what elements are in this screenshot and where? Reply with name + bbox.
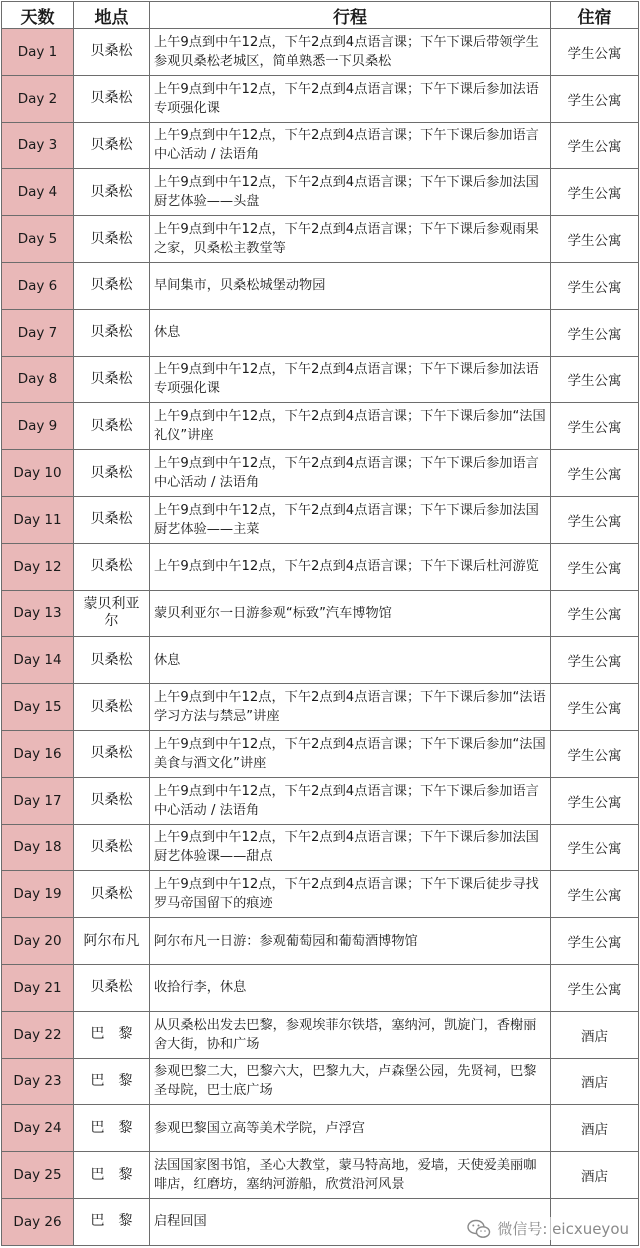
accommodation-cell: 学生公寓 [551, 262, 639, 309]
location-cell: 贝桑松 [74, 777, 150, 824]
location-cell: 贝桑松 [74, 871, 150, 918]
itinerary-cell: 收拾行李，休息 [150, 964, 551, 1011]
accommodation-cell: 学生公寓 [551, 964, 639, 1011]
table-row [2, 730, 639, 777]
itinerary-cell: 休息 [150, 637, 551, 684]
itinerary-cell: 上午9点到中午12点，下午2点到4点语言课；下午下课后参加法国厨艺体验——头盘 [150, 169, 551, 216]
itinerary-cell: 上午9点到中午12点，下午2点到4点语言课；下午下课后参加法国厨艺体验课——甜点 [150, 824, 551, 871]
accommodation-cell: 学生公寓 [551, 75, 639, 122]
accommodation-cell: 酒店 [551, 1105, 639, 1152]
day-cell: Day 6 [2, 262, 74, 309]
itinerary-cell: 上午9点到中午12点，下午2点到4点语言课；下午下课后参加“法语学习方法与禁忌”讲座 [150, 684, 551, 731]
location-cell: 贝桑松 [74, 262, 150, 309]
table-row [2, 29, 639, 76]
accommodation-cell: 学生公寓 [551, 637, 639, 684]
table-row [2, 75, 639, 122]
itinerary-cell: 法国国家图书馆，圣心大教堂，蒙马特高地，爱墙，天使爱美丽咖啡店，红磨坊，塞纳河游船，欣赏沿河风景 [150, 1152, 551, 1199]
itinerary-cell: 上午9点到中午12点，下午2点到4点语言课；下午下课后参加法语专项强化课 [150, 75, 551, 122]
itinerary-cell: 上午9点到中午12点，下午2点到4点语言课；下午下课后参加语言中心活动 / 法语角 [150, 777, 551, 824]
day-cell: Day 8 [2, 356, 74, 403]
table-row [2, 356, 639, 403]
accommodation-cell: 酒店 [551, 1058, 639, 1105]
itinerary-cell: 上午9点到中午12点，下午2点到4点语言课；下午下课后参加法国厨艺体验——主菜 [150, 496, 551, 543]
table-row [2, 450, 639, 497]
accommodation-cell: 酒店 [551, 1011, 639, 1058]
accommodation-cell: 酒店 [551, 1152, 639, 1199]
accommodation-cell: 学生公寓 [551, 122, 639, 169]
accommodation-cell: 学生公寓 [551, 216, 639, 263]
location-cell: 贝桑松 [74, 637, 150, 684]
accommodation-cell: 学生公寓 [551, 777, 639, 824]
day-cell: Day 21 [2, 964, 74, 1011]
header-location: 地点 [74, 2, 150, 29]
itinerary-cell: 上午9点到中午12点，下午2点到4点语言课；下午下课后徒步寻找罗马帝国留下的痕迹 [150, 871, 551, 918]
accommodation-cell: 学生公寓 [551, 450, 639, 497]
itinerary-cell: 参观巴黎二大，巴黎六大，巴黎九大，卢森堡公园，先贤祠，巴黎圣母院，巴士底广场 [150, 1058, 551, 1105]
location-cell: 巴 黎 [74, 1058, 150, 1105]
table-row [2, 169, 639, 216]
location-cell: 贝桑松 [74, 543, 150, 590]
location-cell: 巴 黎 [74, 1198, 150, 1245]
location-cell: 贝桑松 [74, 356, 150, 403]
table-row [2, 777, 639, 824]
day-cell: Day 17 [2, 777, 74, 824]
table-row [2, 1058, 639, 1105]
table-row [2, 216, 639, 263]
watermark-text: 微信号: eicxueyou [497, 1220, 629, 1238]
itinerary-cell: 从贝桑松出发去巴黎，参观埃菲尔铁塔，塞纳河，凯旋门，香榭丽舍大街，协和广场 [150, 1011, 551, 1058]
header-row [2, 2, 639, 29]
location-cell: 贝桑松 [74, 122, 150, 169]
day-cell: Day 5 [2, 216, 74, 263]
itinerary-cell: 阿尔布凡一日游：参观葡萄园和葡萄酒博物馆 [150, 918, 551, 965]
location-cell: 贝桑松 [74, 75, 150, 122]
location-cell: 贝桑松 [74, 730, 150, 777]
day-cell: Day 23 [2, 1058, 74, 1105]
table-row [2, 1152, 639, 1199]
day-cell: Day 19 [2, 871, 74, 918]
accommodation-cell: 学生公寓 [551, 29, 639, 76]
table-row [2, 262, 639, 309]
day-cell: Day 4 [2, 169, 74, 216]
table-row [2, 403, 639, 450]
header-accommodation: 住宿 [551, 2, 639, 29]
location-cell: 贝桑松 [74, 29, 150, 76]
accommodation-cell: 学生公寓 [551, 730, 639, 777]
location-cell: 贝桑松 [74, 684, 150, 731]
day-cell: Day 11 [2, 496, 74, 543]
itinerary-cell: 上午9点到中午12点，下午2点到4点语言课；下午下课后参加“法国美食与酒文化”讲座 [150, 730, 551, 777]
day-cell: Day 15 [2, 684, 74, 731]
location-cell: 贝桑松 [74, 216, 150, 263]
location-cell: 巴 黎 [74, 1105, 150, 1152]
location-cell: 巴 黎 [74, 1011, 150, 1058]
itinerary-cell: 上午9点到中午12点，下午2点到4点语言课；下午下课后参加语言中心活动 / 法语角 [150, 450, 551, 497]
day-cell: Day 1 [2, 29, 74, 76]
day-cell: Day 14 [2, 637, 74, 684]
table-row [2, 684, 639, 731]
header-itinerary: 行程 [150, 2, 551, 29]
itinerary-cell: 休息 [150, 309, 551, 356]
table-row [2, 590, 639, 637]
accommodation-cell: 学生公寓 [551, 590, 639, 637]
accommodation-cell: 学生公寓 [551, 169, 639, 216]
table-row [2, 1105, 639, 1152]
accommodation-cell: 学生公寓 [551, 918, 639, 965]
itinerary-cell: 上午9点到中午12点，下午2点到4点语言课；下午下课后参加法语专项强化课 [150, 356, 551, 403]
itinerary-cell: 上午9点到中午12点，下午2点到4点语言课；下午下课后参加“法国礼仪”讲座 [150, 403, 551, 450]
day-cell: Day 26 [2, 1198, 74, 1245]
itinerary-cell: 参观巴黎国立高等美术学院，卢浮宫 [150, 1105, 551, 1152]
location-cell: 阿尔布凡 [74, 918, 150, 965]
itinerary-cell: 蒙贝利亚尔一日游参观“标致”汽车博物馆 [150, 590, 551, 637]
day-cell: Day 10 [2, 450, 74, 497]
table-row [2, 543, 639, 590]
accommodation-cell: 学生公寓 [551, 543, 639, 590]
day-cell: Day 18 [2, 824, 74, 871]
itinerary-cell: 上午9点到中午12点，下午2点到4点语言课；下午下课后带领学生参观贝桑松老城区，简单熟悉一下贝桑松 [150, 29, 551, 76]
itinerary-cell: 启程回国 [150, 1198, 551, 1245]
watermark [464, 1217, 632, 1240]
itinerary-cell: 上午9点到中午12点，下午2点到4点语言课；下午下课后参观雨果之家，贝桑松主教堂等 [150, 216, 551, 263]
day-cell: Day 2 [2, 75, 74, 122]
day-cell: Day 12 [2, 543, 74, 590]
location-cell: 贝桑松 [74, 496, 150, 543]
table-row [2, 1011, 639, 1058]
location-cell: 巴 黎 [74, 1152, 150, 1199]
location-cell: 贝桑松 [74, 450, 150, 497]
table-row [2, 964, 639, 1011]
table-row [2, 871, 639, 918]
itinerary-table [1, 1, 639, 1246]
accommodation-cell: 学生公寓 [551, 684, 639, 731]
table-body [2, 29, 639, 1246]
day-cell: Day 20 [2, 918, 74, 965]
table-row [2, 309, 639, 356]
day-cell: Day 7 [2, 309, 74, 356]
itinerary-cell: 上午9点到中午12点，下午2点到4点语言课；下午下课后参加语言中心活动 / 法语角 [150, 122, 551, 169]
day-cell: Day 16 [2, 730, 74, 777]
accommodation-cell: 学生公寓 [551, 824, 639, 871]
header-day: 天数 [2, 2, 74, 29]
table-row [2, 824, 639, 871]
location-cell: 贝桑松 [74, 309, 150, 356]
day-cell: Day 3 [2, 122, 74, 169]
day-cell: Day 22 [2, 1011, 74, 1058]
day-cell: Day 24 [2, 1105, 74, 1152]
itinerary-cell: 上午9点到中午12点，下午2点到4点语言课；下午下课后杜河游览 [150, 543, 551, 590]
table-row [2, 918, 639, 965]
accommodation-cell: 学生公寓 [551, 356, 639, 403]
day-cell: Day 25 [2, 1152, 74, 1199]
location-cell: 贝桑松 [74, 824, 150, 871]
day-cell: Day 13 [2, 590, 74, 637]
location-cell: 贝桑松 [74, 169, 150, 216]
location-cell: 贝桑松 [74, 403, 150, 450]
accommodation-cell: 学生公寓 [551, 309, 639, 356]
table-row [2, 637, 639, 684]
wechat-icon [467, 1219, 491, 1239]
accommodation-cell: 学生公寓 [551, 871, 639, 918]
table-row [2, 496, 639, 543]
location-cell: 贝桑松 [74, 964, 150, 1011]
accommodation-cell: 学生公寓 [551, 403, 639, 450]
table-row [2, 122, 639, 169]
accommodation-cell: 学生公寓 [551, 496, 639, 543]
location-cell: 蒙贝利亚尔 [74, 590, 150, 637]
day-cell: Day 9 [2, 403, 74, 450]
itinerary-cell: 早间集市，贝桑松城堡动物园 [150, 262, 551, 309]
